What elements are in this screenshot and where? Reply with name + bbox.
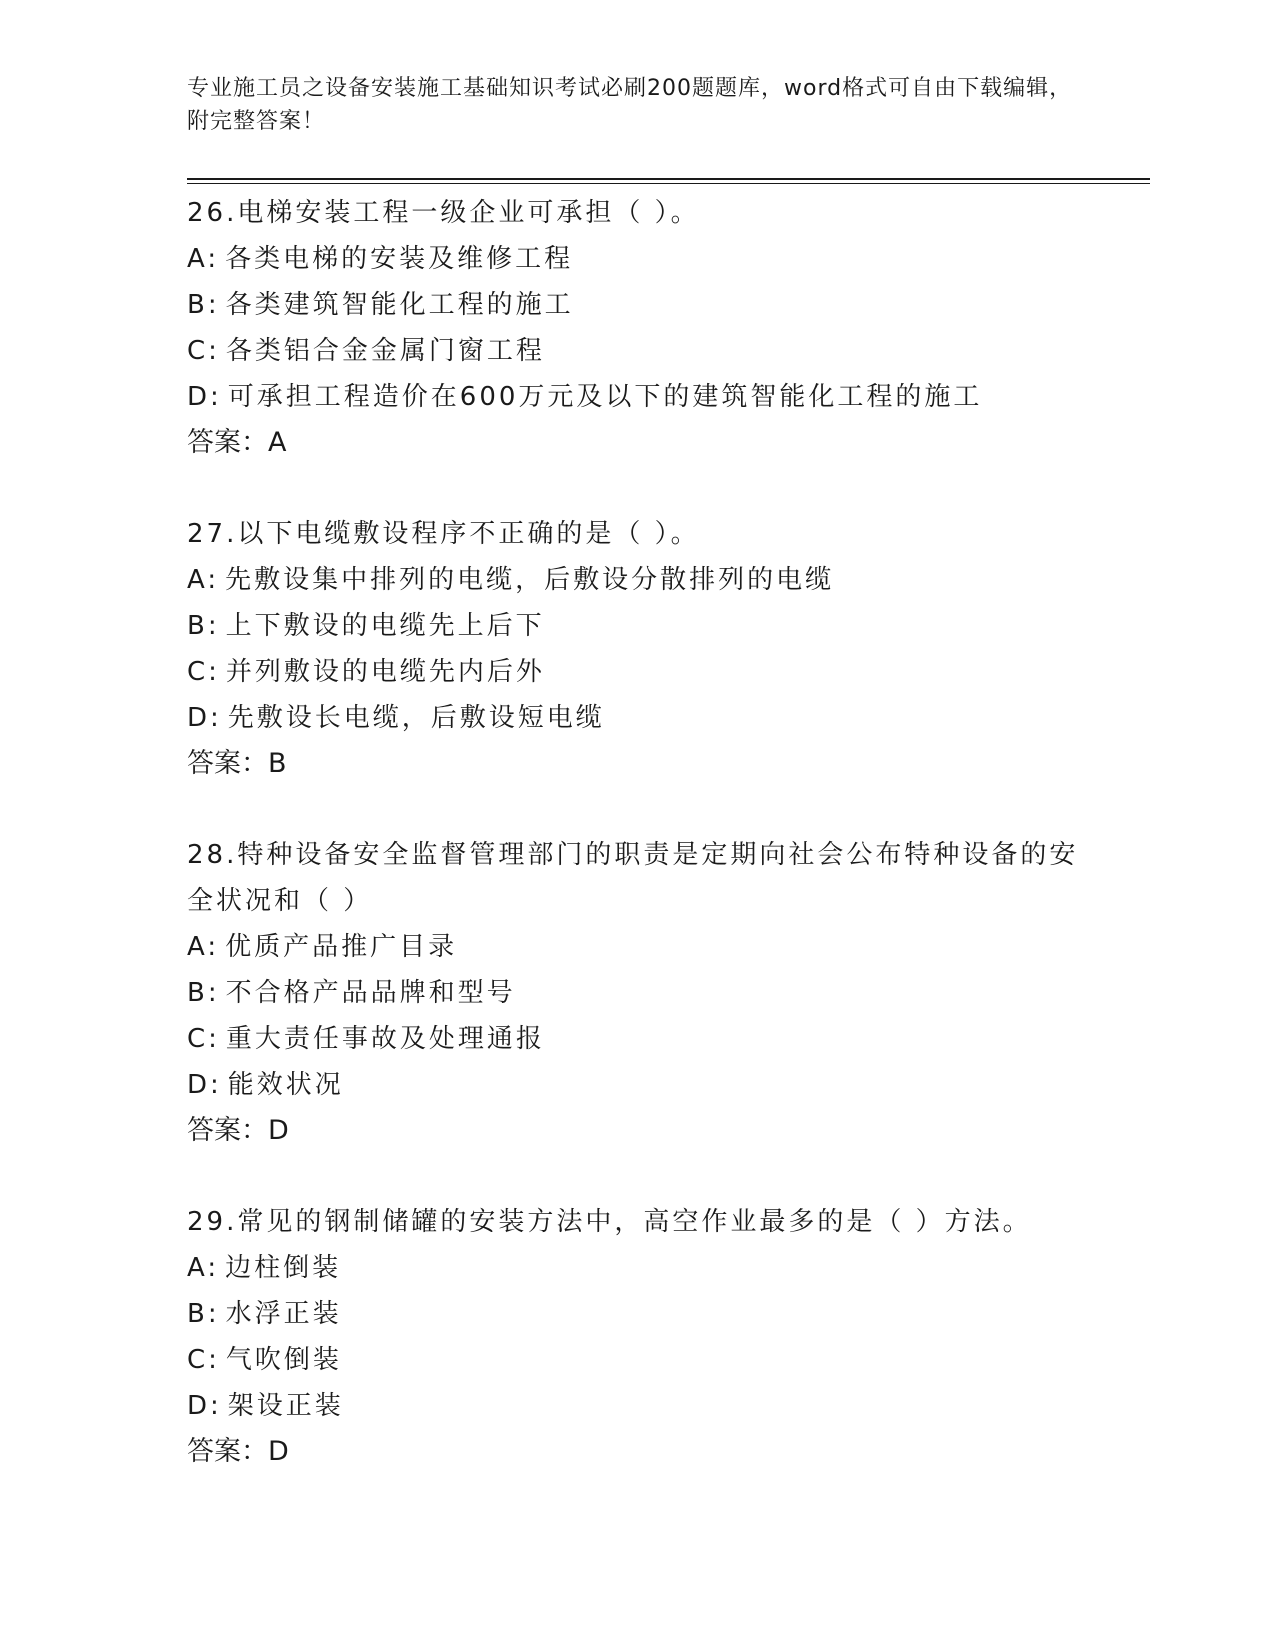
- header-divider-thin: [187, 183, 1150, 184]
- question-27: [187, 511, 1087, 787]
- option-text: 并列敷设的电缆先内后外: [225, 657, 545, 687]
- option-d: [187, 695, 1087, 741]
- option-c: [187, 328, 1087, 374]
- option-text: 上下敷设的电缆先上后下: [225, 611, 545, 641]
- question-text: 28.特种设备安全监督管理部门的职责是定期向社会公布特种设备的安全状况和（ ）: [187, 840, 1079, 916]
- option-b: [187, 282, 1087, 328]
- question-list: [187, 190, 1087, 1520]
- option-c: [187, 1016, 1087, 1062]
- option-d: [187, 1062, 1087, 1108]
- option-d: [187, 374, 1087, 420]
- option-text: 优质产品推广目录: [225, 932, 458, 962]
- option-b: [187, 1291, 1087, 1337]
- option-text: 水浮正装: [225, 1299, 342, 1329]
- option-text: 各类电梯的安装及维修工程: [225, 244, 574, 274]
- option-text: 各类铝合金金属门窗工程: [225, 336, 545, 366]
- option-letter: B:: [187, 290, 220, 320]
- question-text: 27.以下电缆敷设程序不正确的是（ ）。: [187, 519, 700, 549]
- option-letter: D:: [187, 703, 222, 733]
- answer-line: 答案：B: [187, 748, 287, 779]
- question-26: [187, 190, 1087, 466]
- option-letter: B:: [187, 1299, 220, 1329]
- answer-line: 答案：D: [187, 1115, 289, 1146]
- option-letter: C:: [187, 657, 220, 687]
- option-c: [187, 1337, 1087, 1383]
- option-letter: A:: [187, 244, 220, 274]
- option-letter: A:: [187, 1253, 220, 1283]
- option-text: 不合格产品品牌和型号: [225, 978, 516, 1008]
- document-intro: 专业施工员之设备安装施工基础知识考试必刷200题题库，word格式可自由下载编辑，附完整答案！: [187, 76, 1073, 134]
- answer-line: 答案：D: [187, 1436, 289, 1467]
- header-divider-thick: [187, 178, 1150, 180]
- option-d: [187, 1383, 1087, 1429]
- option-letter: C:: [187, 336, 220, 366]
- option-letter: B:: [187, 611, 220, 641]
- option-text: 重大责任事故及处理通报: [225, 1024, 545, 1054]
- option-text: 气吹倒装: [225, 1345, 342, 1375]
- option-text: 能效状况: [227, 1070, 344, 1100]
- option-text: 各类建筑智能化工程的施工: [225, 290, 574, 320]
- option-letter: B:: [187, 978, 220, 1008]
- option-a: [187, 236, 1087, 282]
- option-text: 架设正装: [227, 1391, 344, 1421]
- option-c: [187, 649, 1087, 695]
- option-letter: C:: [187, 1345, 220, 1375]
- option-letter: C:: [187, 1024, 220, 1054]
- option-letter: D:: [187, 382, 222, 412]
- question-28: [187, 832, 1087, 1154]
- option-letter: D:: [187, 1391, 222, 1421]
- option-text: 可承担工程造价在600万元及以下的建筑智能化工程的施工: [227, 382, 983, 412]
- option-letter: A:: [187, 932, 220, 962]
- option-a: [187, 1245, 1087, 1291]
- question-29: [187, 1199, 1087, 1475]
- option-letter: D:: [187, 1070, 222, 1100]
- option-text: 先敷设长电缆，后敷设短电缆: [227, 703, 605, 733]
- option-letter: A:: [187, 565, 220, 595]
- option-b: [187, 970, 1087, 1016]
- question-text: 29.常见的钢制储罐的安装方法中，高空作业最多的是（ ）方法。: [187, 1207, 1032, 1237]
- option-a: [187, 557, 1087, 603]
- answer-line: 答案：A: [187, 427, 287, 458]
- question-text: 26.电梯安装工程一级企业可承担（ ）。: [187, 198, 700, 228]
- option-a: [187, 924, 1087, 970]
- option-b: [187, 603, 1087, 649]
- option-text: 边柱倒装: [225, 1253, 342, 1283]
- option-text: 先敷设集中排列的电缆，后敷设分散排列的电缆: [225, 565, 835, 595]
